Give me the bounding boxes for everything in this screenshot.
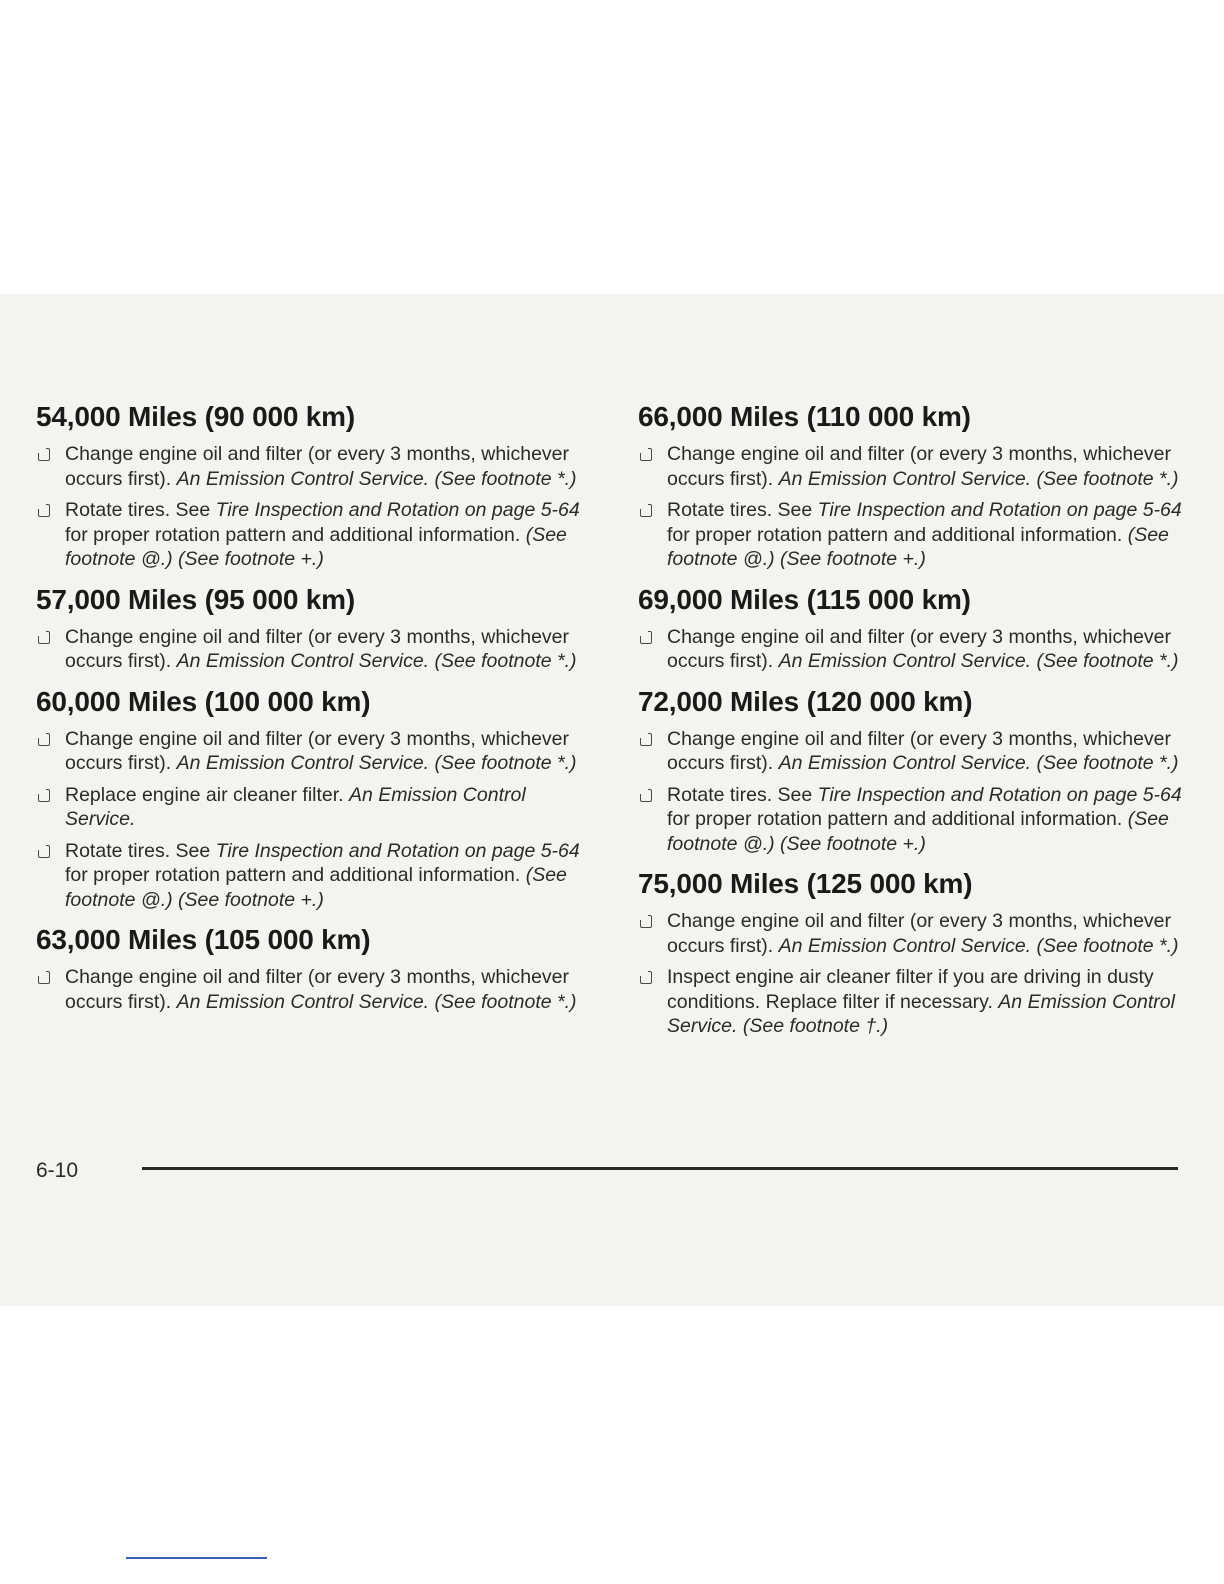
service-note-text: An Emission Control Service. (See footnote *.) xyxy=(778,752,1179,774)
service-note-text: An Emission Control Service. (See footnote *.) xyxy=(176,752,577,774)
checkbox-icon xyxy=(38,789,50,802)
service-item-list xyxy=(638,909,1194,1039)
checkbox-icon xyxy=(640,733,652,746)
service-item-list xyxy=(36,442,592,572)
service-text: Change engine oil and filter (or every 3 months, whichever occurs first). xyxy=(65,727,570,774)
service-item xyxy=(36,727,592,776)
service-note-text: An Emission Control Service. (See footnote *.) xyxy=(176,467,577,490)
service-text: Replace engine air cleaner filter. xyxy=(65,783,349,806)
schedule-section xyxy=(36,685,592,913)
mileage-heading: 69,000 Miles (115 000 km) xyxy=(638,583,971,615)
mileage-heading: 75,000 Miles (125 000 km) xyxy=(638,868,973,899)
service-note-text: An Emission Control Service. (See footnote *.) xyxy=(176,990,577,1013)
service-text: for proper rotation pattern and additional information. xyxy=(65,864,526,886)
service-text: Change engine oil and filter (or every 3 months, whichever occurs first). xyxy=(667,910,1172,957)
checkbox-icon xyxy=(38,504,50,517)
schedule-section xyxy=(638,867,1194,1039)
mileage-heading: 63,000 Miles (105 000 km) xyxy=(36,924,371,955)
schedule-section xyxy=(36,583,592,674)
service-note-text: An Emission Control Service. (See footnote *.) xyxy=(778,467,1179,490)
schedule-section xyxy=(36,923,592,1014)
service-item xyxy=(638,498,1194,572)
service-item xyxy=(36,965,592,1014)
service-text: Inspect engine air cleaner filter if you are driving in dusty conditions. Replace filter if necessary. xyxy=(667,966,1154,1013)
page-number: 6-10 xyxy=(36,1159,79,1182)
right-column xyxy=(638,400,1194,1050)
service-note-text: Tire Inspection and Rotation on page 5-64 xyxy=(817,499,1182,521)
service-item xyxy=(638,965,1194,1039)
service-note-text: (See footnote @.) (See footnote +.) xyxy=(65,864,567,911)
mileage-heading: 60,000 Miles (100 000 km) xyxy=(36,685,371,717)
left-column xyxy=(36,400,592,1025)
service-item xyxy=(638,783,1194,857)
service-item-list xyxy=(638,727,1194,857)
service-text: Change engine oil and filter (or every 3 months, whichever occurs first). xyxy=(65,443,570,490)
mileage-heading: 66,000 Miles (110 000 km) xyxy=(638,401,971,432)
service-note-text: Tire Inspection and Rotation on page 5-64 xyxy=(215,839,580,862)
service-item-list xyxy=(638,625,1194,674)
checkbox-icon xyxy=(640,448,652,461)
service-note-text: An Emission Control Service. xyxy=(65,783,526,830)
service-item xyxy=(36,498,592,572)
service-text: for proper rotation pattern and additional information. xyxy=(667,523,1128,546)
checkbox-icon xyxy=(38,971,50,984)
mileage-heading: 54,000 Miles (90 000 km) xyxy=(36,401,355,432)
service-note-text: (See footnote @.) (See footnote +.) xyxy=(65,523,567,570)
service-note-text: An Emission Control Service. (See footnote †.) xyxy=(667,990,1175,1037)
service-text: Rotate tires. See xyxy=(65,499,216,521)
mileage-heading: 72,000 Miles (120 000 km) xyxy=(638,685,973,717)
checkbox-icon xyxy=(38,733,50,746)
service-note-text: An Emission Control Service. (See footnote *.) xyxy=(778,934,1179,957)
service-item xyxy=(638,442,1194,491)
service-note-text: (See footnote @.) (See footnote +.) xyxy=(667,523,1169,570)
service-item-list xyxy=(36,965,592,1014)
service-text: Change engine oil and filter (or every 3 months, whichever occurs first). xyxy=(667,727,1172,774)
service-text: Change engine oil and filter (or every 3 months, whichever occurs first). xyxy=(667,625,1172,672)
service-text: Change engine oil and filter (or every 3 months, whichever occurs first). xyxy=(65,625,570,672)
checkbox-icon xyxy=(38,631,50,644)
bottom-link-underline xyxy=(126,1557,267,1559)
checkbox-icon xyxy=(640,504,652,517)
service-note-text: An Emission Control Service. (See footnote *.) xyxy=(176,650,577,672)
schedule-section xyxy=(36,400,592,572)
service-text: Rotate tires. See xyxy=(65,839,216,862)
service-item xyxy=(638,909,1194,958)
service-text: Rotate tires. See xyxy=(667,499,818,521)
service-note-text: (See footnote @.) (See footnote +.) xyxy=(667,808,1169,855)
service-item xyxy=(36,783,592,832)
service-note-text: Tire Inspection and Rotation on page 5-64 xyxy=(215,499,580,521)
service-note-text: Tire Inspection and Rotation on page 5-64 xyxy=(817,783,1182,806)
schedule-section xyxy=(638,583,1194,674)
service-item xyxy=(36,625,592,674)
service-item xyxy=(638,727,1194,776)
service-text: for proper rotation pattern and additional information. xyxy=(667,808,1128,830)
checkbox-icon xyxy=(38,845,50,858)
checkbox-icon xyxy=(640,631,652,644)
service-text: Change engine oil and filter (or every 3 months, whichever occurs first). xyxy=(65,966,570,1013)
checkbox-icon xyxy=(640,915,652,928)
service-text: Rotate tires. See xyxy=(667,783,818,806)
service-item xyxy=(36,839,592,913)
checkbox-icon xyxy=(640,789,652,802)
schedule-section xyxy=(638,400,1194,572)
service-item xyxy=(36,442,592,491)
schedule-section xyxy=(638,685,1194,857)
service-item-list xyxy=(36,727,592,913)
service-item-list xyxy=(36,625,592,674)
footer-rule xyxy=(142,1167,1178,1170)
service-text: Change engine oil and filter (or every 3 months, whichever occurs first). xyxy=(667,443,1172,490)
checkbox-icon xyxy=(38,448,50,461)
service-item-list xyxy=(638,442,1194,572)
mileage-heading: 57,000 Miles (95 000 km) xyxy=(36,583,355,615)
service-note-text: An Emission Control Service. (See footnote *.) xyxy=(778,650,1179,672)
service-item xyxy=(638,625,1194,674)
checkbox-icon xyxy=(640,971,652,984)
service-text: for proper rotation pattern and additional information. xyxy=(65,523,526,546)
